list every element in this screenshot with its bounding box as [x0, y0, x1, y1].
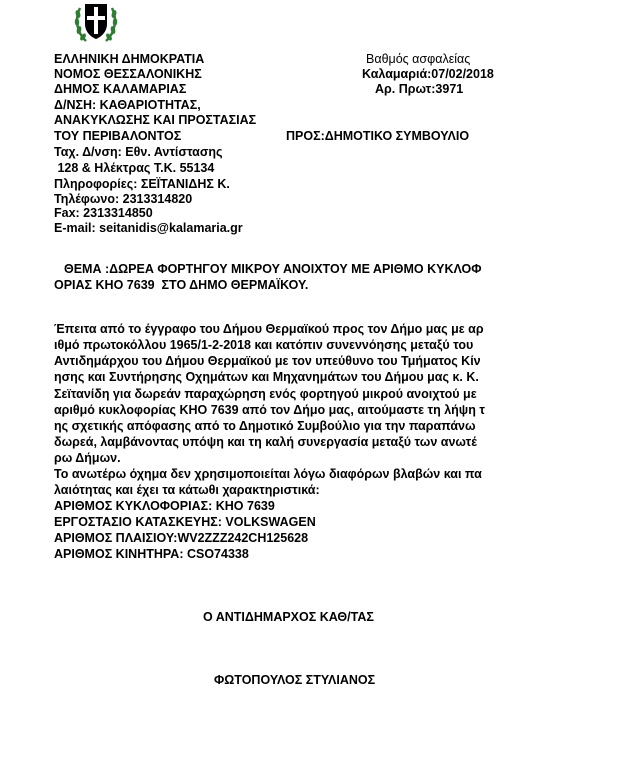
body-line: αριθμό κυκλοφορίας ΚΗΟ 7639 από τον Δήμο μας, αιτούμαστε τη λήψη τ	[54, 403, 485, 417]
body-line: Σεϊτανίδη για δωρεάν παραχώρηση ενός φορτηγού μικρού ανοιχτού με	[54, 387, 477, 401]
contact-line: Πληροφορίες: ΣΕΪΤΑΝΙΔΗΣ Κ.	[54, 177, 230, 191]
document-date: Καλαμαριά:07/02/2018	[362, 67, 494, 81]
header-line: ΝΟΜΟΣ ΘΕΣΣΑΛΟΝΙΚΗΣ	[54, 67, 202, 81]
subject-line: ΟΡΙΑΣ ΚΗΟ 7639 ΣΤΟ ΔΗΜΟ ΘΕΡΜΑΪΚΟΥ.	[54, 278, 309, 292]
security-label: Βαθμός ασφαλείας	[366, 52, 471, 66]
header-line: ΤΟΥ ΠΕΡΙΒΑΛΟΝΤΟΣ	[54, 129, 182, 143]
body-line: Αντιδημάρχου του Δήμου Θερμαϊκού με τον υπεύθυνο του Τμήματος Κίν	[54, 354, 481, 368]
contact-line: E-mail: seitanidis@kalamaria.gr	[54, 221, 243, 235]
greek-state-emblem-icon	[72, 0, 120, 46]
signatory-name: ΦΩΤΟΠΟΥΛΟΣ ΣΤΥΛΙΑΝΟΣ	[214, 673, 376, 687]
subject-line: ΘΕΜΑ :ΔΩΡΕΑ ΦΟΡΤΗΓΟΥ ΜΙΚΡΟΥ ΑΝΟΙΧΤΟΥ ΜΕ ΑΡΙΘΜΟ ΚΥΚΛΟΦ	[64, 262, 482, 276]
protocol-number: Αρ. Πρωτ:3971	[375, 82, 464, 96]
body-line: ιθμό πρωτοκόλλου 1965/1-2-2018 και κατόπιν συνεννόησης μεταξύ του	[54, 338, 474, 352]
body-line: ησης και Συντήρησης Οχημάτων και Μηχανημάτων του Δήμου μας κ. Κ.	[54, 370, 479, 384]
body-line: Έπειτα από το έγγραφο του Δήμου Θερμαϊκού προς τον Δήμο μας με αρ	[54, 322, 484, 336]
body-line: ης σχετικής απόφασης από το Δημοτικό Συμβούλιο για την παραπάνω	[54, 419, 476, 433]
header-line: Δ/ΝΣΗ: ΚΑΘΑΡΙΟΤΗΤΑΣ,	[54, 98, 201, 112]
body-line: δωρεά, λαμβάνοντας υπόψη και τη καλή συνεργασία μεταξύ των ανωτέ	[54, 435, 477, 449]
body-line: ρω Δήμων.	[54, 451, 121, 465]
header-line: ΕΛΛΗΝΙΚΗ ΔΗΜΟΚΡΑΤΙΑ	[54, 52, 205, 66]
body-line: Το ανωτέρω όχημα δεν χρησιμοποιείται λόγω διαφόρων βλαβών και πα	[54, 467, 482, 481]
header-line: ΔΗΜΟΣ ΚΑΛΑΜΑΡΙΑΣ	[54, 82, 187, 96]
header-line: ΑΝΑΚΥΚΛΩΣΗΣ ΚΑΙ ΠΡΟΣΤΑΣΙΑΣ	[54, 113, 257, 127]
vehicle-plate: ΑΡΙΘΜΟΣ ΚΥΚΛΟΦΟΡΙΑΣ: ΚΗΟ 7639	[54, 499, 275, 513]
contact-line: Τηλέφωνο: 2313314820	[54, 192, 193, 206]
contact-line: Fax: 2313314850	[54, 206, 153, 220]
vehicle-engine: ΑΡΙΘΜΟΣ ΚΙΝΗΤΗΡΑ: CSO74338	[54, 547, 249, 561]
vehicle-manufacturer: ΕΡΓΟΣΤΑΣΙΟ ΚΑΤΑΣΚΕΥΗΣ: VOLKSWAGEN	[54, 515, 316, 529]
vehicle-chassis: ΑΡΙΘΜΟΣ ΠΛΑΙΣΙΟΥ:WV2ZZZ242CH125628	[54, 531, 309, 545]
contact-line: 128 & Ηλέκτρας Τ.Κ. 55134	[54, 161, 215, 175]
body-line: λαιότητας και έχει τα κάτωθι χαρακτηριστικά:	[54, 483, 320, 497]
signatory-title: Ο ΑΝΤΙΔΗΜΑΡΧΟΣ ΚΑΘ/ΤΑΣ	[203, 610, 374, 624]
recipient: ΠΡΟΣ:ΔΗΜΟΤΙΚΟ ΣΥΜΒΟΥΛΙΟ	[286, 129, 470, 143]
contact-line: Ταχ. Δ/νση: Εθν. Αντίστασης	[54, 145, 223, 159]
